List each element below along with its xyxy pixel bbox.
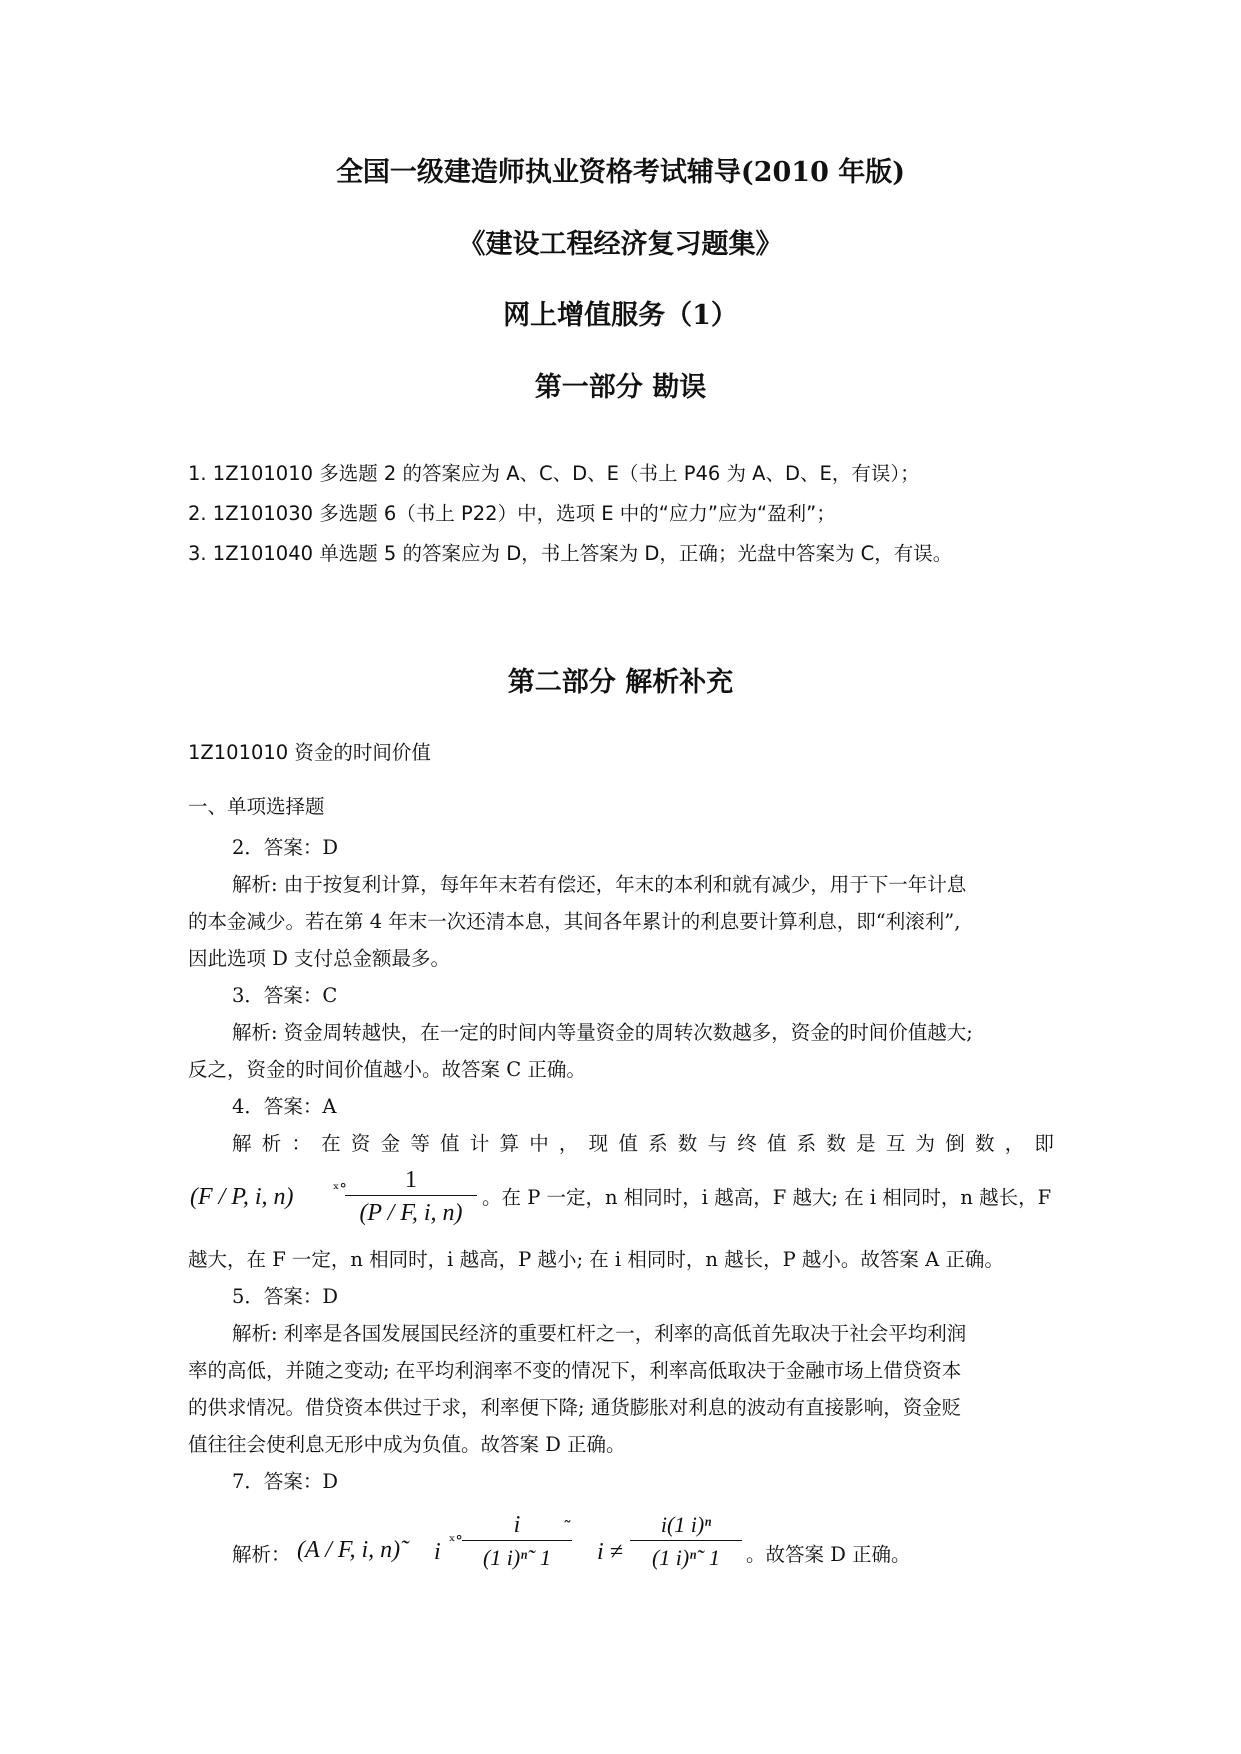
analysis-line: 解析: 资金周转越快，在一定的时间内等量资金的周转次数越多，资金的时间价值越大; <box>232 1021 973 1044</box>
book-title: 《建设工程经济复习题集》 <box>458 229 783 260</box>
analysis-suffix: 。故答案 D 正确。 <box>746 1543 911 1566</box>
analysis-line: 越大，在 F 一定，n 相同时，i 越高，P 越小; 在 i 相同时，n 越长，P 越小。故答案 A 正确。 <box>188 1248 1004 1271</box>
analysis-line: 。在 P 一定，n 相同时，i 越高，F 越大; 在 i 相同时，n 越长，F <box>482 1186 1052 1209</box>
fraction-numerator: i(1 i)ⁿ <box>660 1512 712 1537</box>
analysis-line <box>232 1126 1054 1162</box>
formula-symbol: ˣ° <box>449 1532 463 1550</box>
analysis-line: 解析: 利率是各国发展国民经济的重要杠杆之一，利率的高低首先取决于社会平均利润 <box>232 1322 967 1345</box>
analysis-char: 互 <box>885 1132 906 1155</box>
answer-line: 2．答案：D <box>232 836 339 859</box>
answer-line: 3．答案：C <box>232 984 338 1007</box>
fraction-denominator: (1 i)ⁿ˜ 1 <box>482 1545 552 1570</box>
analysis-line: 因此选项 D 支付总金额最多。 <box>188 947 451 970</box>
analysis-char: 倒 <box>945 1132 965 1155</box>
fraction-denominator: (1 i)ⁿ˜ 1 <box>651 1545 721 1570</box>
fraction-numerator: 1 <box>405 1167 417 1193</box>
answer-line: 5．答案：D <box>232 1285 339 1308</box>
analysis-char: 资 <box>350 1132 371 1155</box>
analysis-line: 反之，资金的时间价值越小。故答案 C 正确。 <box>188 1058 586 1081</box>
analysis-line: 解析: 由于按复利计算，每年年末若有偿还，年末的本利和就有减少，用于下一年计息 <box>232 873 967 896</box>
analysis-char: 是 <box>856 1132 876 1155</box>
analysis-char: 值 <box>618 1132 638 1155</box>
analysis-char: 现 <box>588 1132 609 1155</box>
formula-fraction <box>462 1510 572 1575</box>
section-subheading: 1Z101010 资金的时间价值 <box>188 741 431 764</box>
analysis-char: 为 <box>915 1132 936 1155</box>
page-title: 全国一级建造师执业资格考试辅导(2010 年版) <box>335 157 906 188</box>
analysis-char: 数 <box>826 1132 846 1155</box>
analysis-char: 析 <box>261 1132 282 1155</box>
analysis-char: 中 <box>529 1132 549 1155</box>
analysis-char: 解 <box>232 1132 252 1155</box>
analysis-char: 数 <box>677 1132 698 1155</box>
analysis-char: 等 <box>410 1132 430 1155</box>
analysis-char: 与 <box>707 1132 728 1155</box>
erratum-item: 3. 1Z101040 单选题 5 的答案应为 D，书上答案为 D，正确；光盘中答案为 C，有误。 <box>188 542 953 565</box>
analysis-char: 终 <box>737 1132 757 1155</box>
analysis-char: 即 <box>1034 1132 1054 1155</box>
analysis-char: 金 <box>380 1132 401 1155</box>
analysis-char: 算 <box>499 1132 519 1155</box>
analysis-char: ， <box>558 1132 579 1155</box>
analysis-char: 系 <box>648 1132 668 1155</box>
analysis-char: 值 <box>440 1132 460 1155</box>
part2-heading: 第二部分 解析补充 <box>507 667 734 698</box>
analysis-char: 在 <box>321 1132 341 1155</box>
formula-variable: i ≠ <box>597 1539 623 1565</box>
analysis-line: 的本金减少。若在第 4 年末一次还清本息，其间各年累计的利息要计算利息，即“利滚利”, <box>188 910 961 933</box>
analysis-char: ： <box>291 1132 311 1155</box>
analysis-prefix: 解析： <box>232 1543 291 1566</box>
formula-symbol: ˣ° <box>333 1180 347 1198</box>
analysis-line: 值往往会使利息无形中成为负值。故答案 D 正确。 <box>188 1433 626 1456</box>
formula-lhs: (F / P, i, n) <box>190 1184 294 1210</box>
fraction-denominator: (P / F, i, n) <box>359 1200 463 1226</box>
question-type-heading: 一、单项选择题 <box>188 795 325 818</box>
formula-lhs: (A / F, i, n)˜ <box>297 1537 409 1563</box>
formula-variable: i <box>434 1539 441 1565</box>
erratum-item: 1. 1Z101010 多选题 2 的答案应为 A、C、D、E（书上 P46 为 A、D、E，有误）； <box>188 462 920 485</box>
answer-line: 7．答案：D <box>232 1470 339 1493</box>
analysis-char: 数 <box>974 1132 995 1155</box>
service-title: 网上增值服务（1） <box>503 300 738 331</box>
part1-heading: 第一部分 勘误 <box>534 372 707 403</box>
analysis-char: 值 <box>766 1132 787 1155</box>
formula-fraction <box>345 1165 477 1230</box>
analysis-char: 系 <box>796 1132 817 1155</box>
formula-symbol: ˜ <box>563 1518 572 1539</box>
analysis-char: ， <box>1004 1132 1025 1155</box>
analysis-char: 计 <box>469 1132 490 1155</box>
erratum-item: 2. 1Z101030 多选题 6（书上 P22）中，选项 E 中的“应力”应为“盈利”； <box>188 502 836 525</box>
formula-fraction <box>630 1510 742 1575</box>
analysis-line: 的供求情况。借贷资本供过于求，利率便下降; 通货膨胀对利息的波动有直接影响，资金贬 <box>188 1396 962 1419</box>
fraction-numerator: i <box>513 1512 521 1538</box>
answer-line: 4．答案：A <box>232 1095 337 1118</box>
analysis-line: 率的高低，并随之变动; 在平均利润率不变的情况下，利率高低取决于金融市场上借贷资本 <box>188 1359 962 1382</box>
